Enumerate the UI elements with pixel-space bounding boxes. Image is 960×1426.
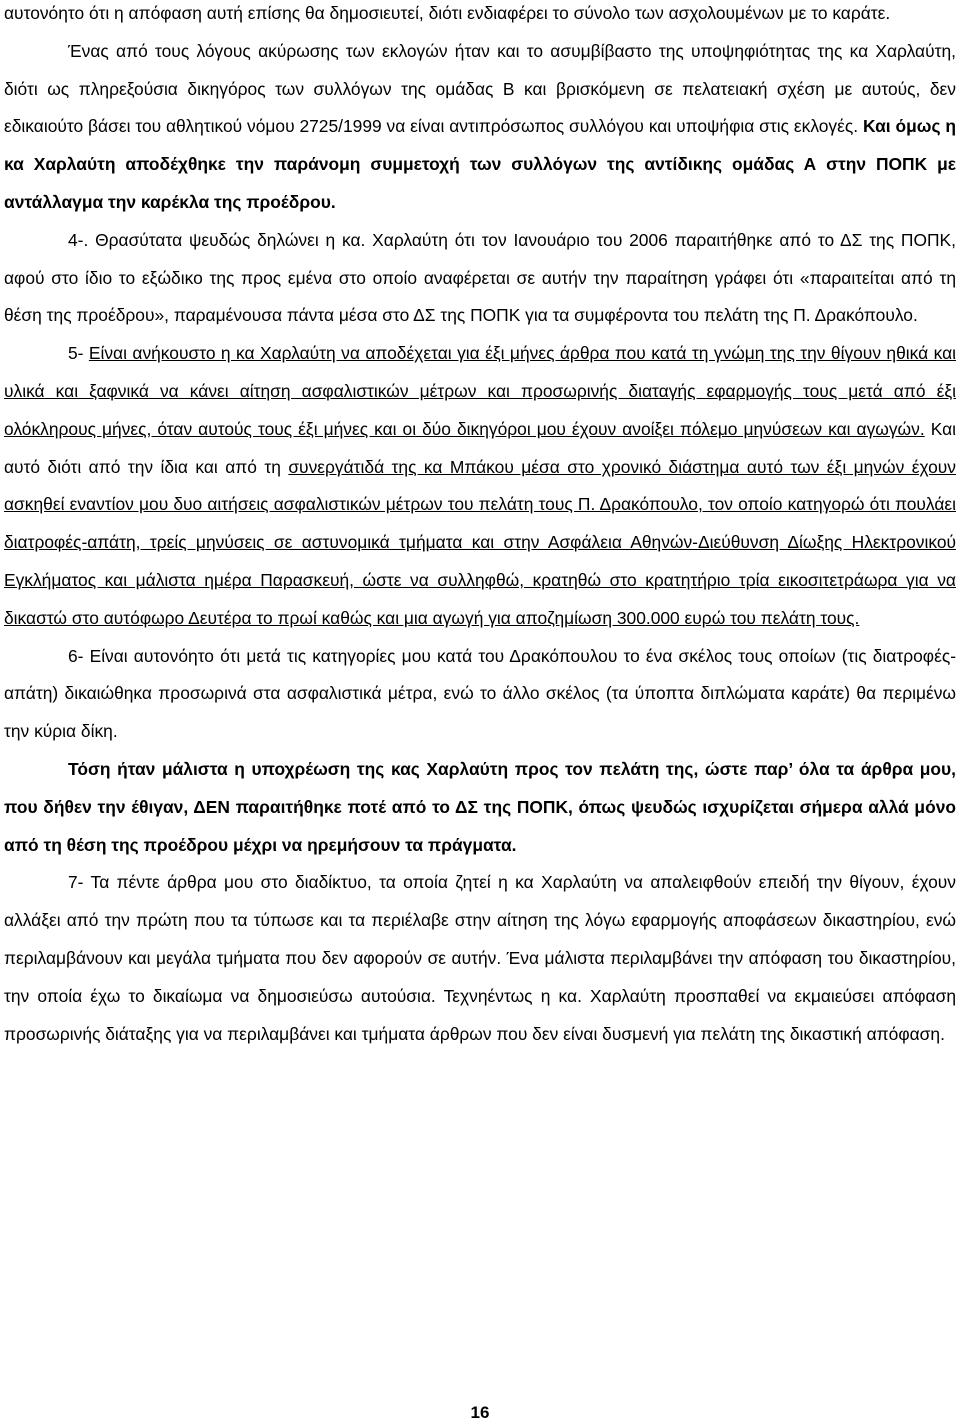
paragraph-1-text: αυτονόητο ότι η απόφαση αυτή επίσης θα δημοσιευτεί, διότι ενδιαφέρει το σύνολο των ασχολουμένων με το καράτε. [4,3,891,23]
paragraph-7-text: 7- Τα πέντε άρθρα μου στο διαδίκτυο, τα οποία ζητεί η κα Χαρλαύτη να απαλειφθούν επειδή την θίγουν, έχουν αλλάξει από την πρώτη που τα τύπωσε και τα περιέλαβε στην αίτηση της λόγω εφαρμογής αποφάσεων δικαστηρίου, ενώ περιλαμβάνουν και μεγάλα τμήματα που δεν αφορούν σε αυτήν. Ένα μάλιστα περιλαμβάνει την απόφαση του δικαστηρίου, την οποία έχω το δικαίωμα να δημοσιεύσω αυτούσια. Τεχνηέντως η κα. Χαρλαύτη προσπαθεί να εκμαιεύσει απόφαση προσωρινής διάταξης για να περιλαμβάνει και τμήματα άρθρων που δεν είναι δυσμενή για πελάτη της δικαστική απόφαση. [4,872,956,1044]
paragraph-2 [4,33,956,222]
paragraph-6 [4,751,956,864]
paragraph-4-text: Και αυτό διότι από την ίδια και από τη [4,418,956,477]
document-page [4,0,956,1053]
paragraph-7 [4,864,956,1053]
paragraph-5 [4,638,956,751]
paragraph-4-underlined-text: Είναι ανήκουστο η κα Χαρλαύτη να αποδέχεται για έξι μήνες άρθρα που κατά τη γνώμη της την θίγουν ηθικά και υλικά και ξαφνικά να κάνει αίτηση ασφαλιστικών μέτρων και προσωρινής διαταγής εφαρμογής τους μετά από έξι ολόκληρους μήνες, όταν αυτούς τους έξι μήνες και οι δύο δικηγόροι μου έχουν ανοίξει πόλεμο μηνύσεων και αγωγών. [4,343,956,439]
paragraph-2-text: Ένας από τους λόγους ακύρωσης των εκλογών ήταν και το ασυμβίβαστο της υποψηφιότητας της κα Χαρλαύτη, διότι ως πληρεξούσια δικηγόρος των συλλόγων της ομάδας Β και βρισκόμενη σε πελατειακή σχέση με αυτούς, δεν εδικαιούτο βάσει του αθλητικού νόμου 2725/1999 να είναι αντιπρόσωπος συλλόγου και υποψήφια στις εκλογές. [4,40,956,137]
paragraph-4-number: 5- [68,343,89,364]
paragraph-4-underlined-text-2: συνεργάτιδά της κα Μπάκου μέσα στο χρονικό διάστημα αυτό των έξι μηνών έχουν ασκηθεί εναντίον μου δυο αιτήσεις ασφαλιστικών μέτρων του πελάτη τους Π. Δρακόπουλο, τον οποίο κατηγορώ ότι πουλάει διατροφές-απάτη, τρείς μηνύσεις σε αστυνομικά τμήματα και στην Ασφάλεια Αθηνών-Διεύθυνση Δίωξης Ηλεκτρονικού Εγκλήματος και μάλιστα ημέρα Παρασκευή, ώστε να συλληφθώ, κρατηθώ στο κρατητήριο τρία εικοσιτετράωρα για να δικαστώ στο αυτόφωρο Δευτέρα το πρωί καθώς και μια αγωγή για αποζημίωση 300.000 ευρώ του πελάτη τους. [4,456,956,628]
page-number: 16 [470,1403,490,1422]
paragraph-3-text: 4-. Θρασύτατα ψευδώς δηλώνει η κα. Χαρλαύτη ότι τον Ιανουάριο του 2006 παραιτήθηκε από το ΔΣ της ΠΟΠΚ, αφού στο ίδιο το εξώδικο της προς εμένα στο οποίο αναφέρεται σε αυτήν την παραίτηση γράφει ότι «παραιτείται από τη θέση της προέδρου», παραμένουσα πάντα μέσα στο ΔΣ της ΠΟΠΚ για τα συμφέροντα του πελάτη της Π. Δρακόπουλο. [4,229,956,326]
paragraph-6-bold-text: Τόση ήταν μάλιστα η υποχρέωση της κας Χαρλαύτη προς τον πελάτη της, ώστε παρ’ όλα τα άρθρα μου, που δήθεν την έθιγαν, ΔΕΝ παραιτήθηκε ποτέ από το ΔΣ της ΠΟΠΚ, όπως ψευδώς ισχυρίζεται σήμερα αλλά μόνο από τη θέση της προέδρου μέχρι να ηρεμήσουν τα πράγματα. [4,758,956,855]
paragraph-5-text: 6- Είναι αυτονόητο ότι μετά τις κατηγορίες μου κατά του Δρακόπουλου το ένα σκέλος τους οποίων (τις διατροφές-απάτη) δικαιώθηκα προσωρινά στα ασφαλιστικά μέτρα, ενώ το άλλο σκέλος (τα ύποπτα διπλώματα καράτε) θα περιμένω την κύρια δίκη. [4,645,956,742]
paragraph-4 [4,335,956,637]
paragraph-1 [4,0,956,33]
paragraph-2-bold-text: Και όμως η κα Χαρλαύτη αποδέχθηκε την παράνομη συμμετοχή των συλλόγων της αντίδικης ομάδας Α στην ΠΟΠΚ με αντάλλαγμα την καρέκλα της προέδρου. [4,116,956,212]
paragraph-3 [4,222,956,335]
